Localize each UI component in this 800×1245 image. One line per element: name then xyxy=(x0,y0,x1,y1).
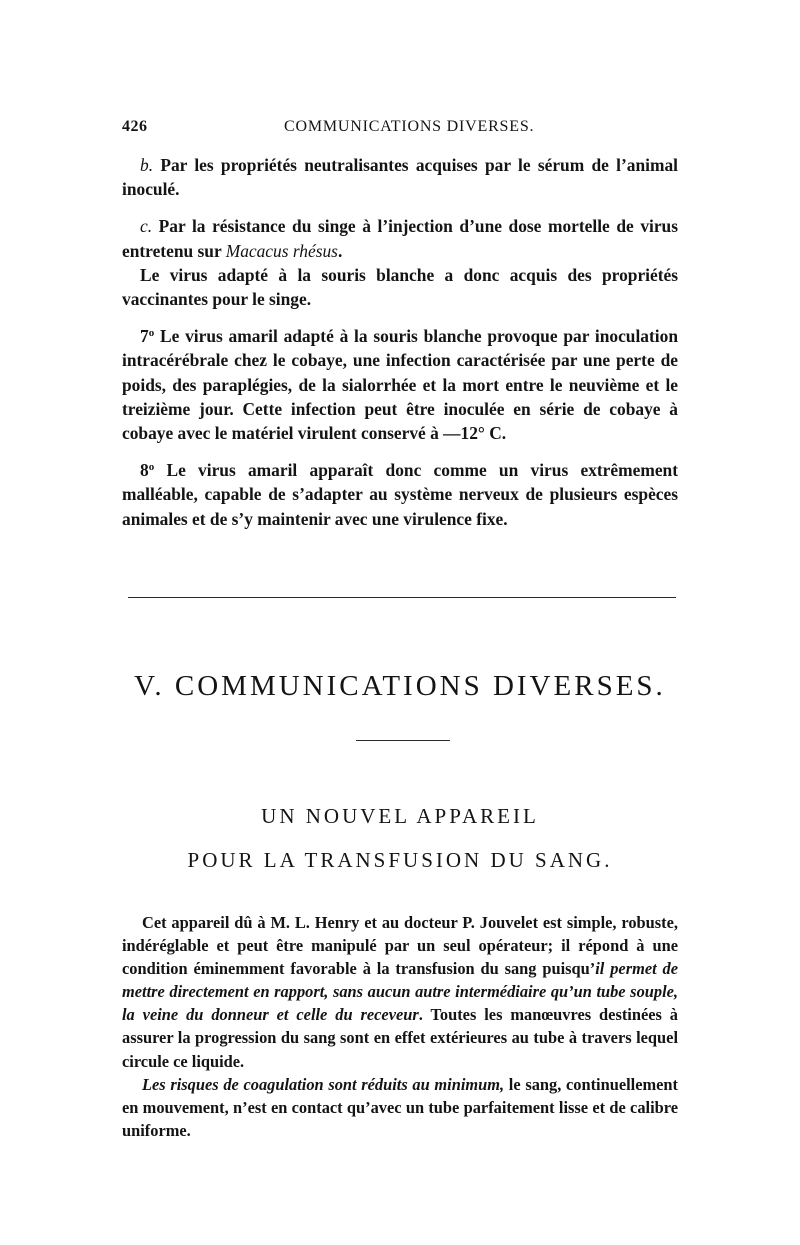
body-text xyxy=(122,153,678,531)
paragraph-8-text: Le virus amaril apparaît donc comme un virus extrêmement malléable, capable de s’adapter au système nerveux de plusieurs espèces animales et de s’y maintenir avec une virulence fixe. xyxy=(122,460,678,529)
article-title-line-2: POUR LA TRANSFUSION DU SANG. xyxy=(187,848,613,872)
article-text xyxy=(122,911,678,1142)
paragraph-8-number: 8 xyxy=(140,460,149,481)
section-divider xyxy=(128,597,676,598)
paragraph-c xyxy=(122,214,678,262)
page-number: 426 xyxy=(122,118,148,135)
paragraph-b xyxy=(122,153,678,201)
paragraph-8 xyxy=(122,458,678,531)
article-paragraph-1 xyxy=(122,911,678,1073)
paragraph-7 xyxy=(122,324,678,445)
title-divider xyxy=(356,740,450,741)
paragraph-c-end: . xyxy=(337,240,343,261)
paragraph-8-degree: o xyxy=(148,461,155,474)
paragraph-b-text: Par les propriétés neutralisantes acquises par le sérum de l’animal inoculé. xyxy=(122,155,678,200)
paragraph-vaccin: Le virus adapté à la souris blanche a donc acquis des propriétés vaccinantes pour le singe. xyxy=(122,264,678,310)
paragraph-7-number: 7 xyxy=(140,326,149,347)
running-header xyxy=(122,118,676,140)
paragraph-c-label: c. xyxy=(140,216,153,237)
article-p1-italic: il permet de mettre directement en rapport, sans aucun autre intermédiaire qu’un tube souple, la veine du donneur et celle du receveur xyxy=(122,959,678,1025)
article-p1-text: Cet appareil dû à M. L. Henry et au docteur P. Jouvelet est simple, robuste, indéréglable et peut être manipulé par un seul opérateur; il répond à une condition éminemment favorable à la transfusion du sang puisqu’ xyxy=(122,913,678,979)
article-title-line-1: UN NOUVEL APPAREIL xyxy=(261,804,539,828)
paragraph-c-text: Par la résistance du singe à l’injection d’une dose mortelle de virus entretenu sur xyxy=(122,216,678,261)
section-title: V. COMMUNICATIONS DIVERSES. xyxy=(134,670,666,702)
species-name: Macacus rhésus xyxy=(225,240,338,261)
article-p2-italic: Les risques de coagulation sont réduits au minimum, xyxy=(142,1074,505,1094)
paragraph-7-degree: o xyxy=(148,327,155,340)
article-p2-text: le sang, continuellement en mouvement, n’est en contact qu’avec un tube parfaitement lisse et de calibre uniforme. xyxy=(122,1074,678,1140)
article-paragraph-2 xyxy=(122,1073,678,1142)
running-title: COMMUNICATIONS DIVERSES. xyxy=(284,118,535,135)
paragraph-7-text: Le virus amaril adapté à la souris blanche provoque par inoculation intracérébrale chez le cobaye, une infection caractérisée par une perte de poids, des paraplégies, de la sialorrhée et la mort entre le neuvième et le treizième jour. Cette infection peut être inoculée en série de cobaye à cobaye avec le matériel virulent conservé à —12° C. xyxy=(122,326,678,444)
article-p1-end: . Toutes les manœuvres destinées à assurer la progression du sang sont en effet extérieures au tube à travers lequel circule ce liquide. xyxy=(122,1005,678,1071)
paragraph-b-label: b. xyxy=(140,155,154,175)
